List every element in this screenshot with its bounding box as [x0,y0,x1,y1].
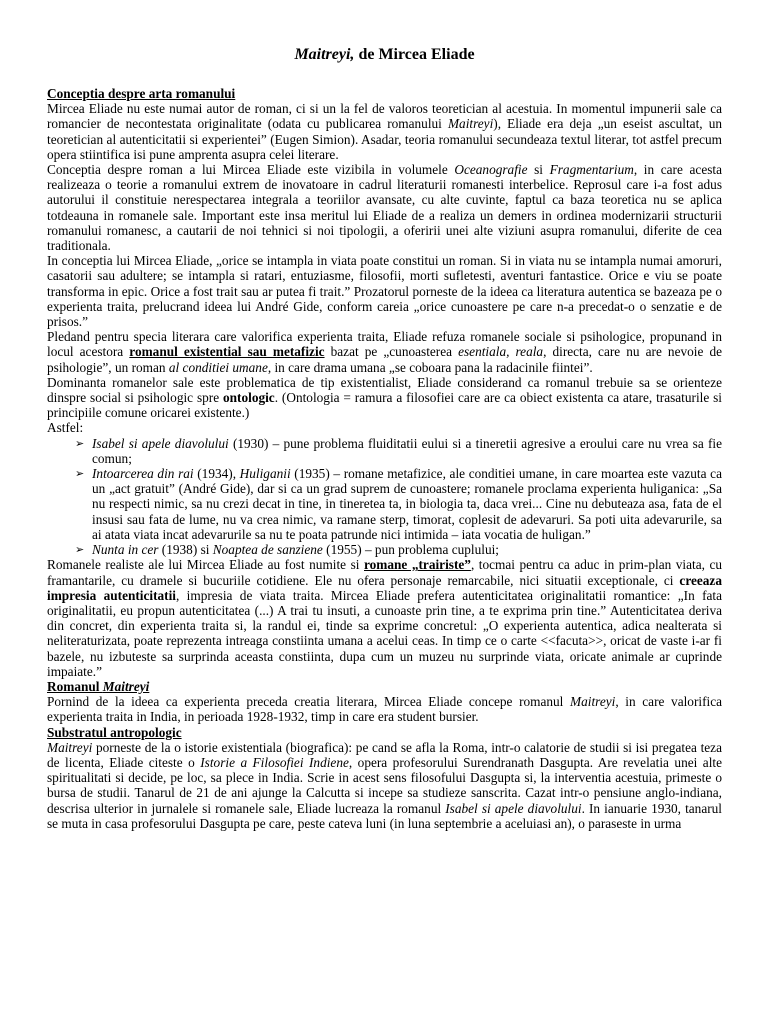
text-run-italic: Maitreyi [570,694,616,710]
list-item [75,436,722,466]
heading-run: Romanul [47,678,103,694]
text-run: Romanele realiste ale lui Mircea Eliade au fost numite si [47,557,364,573]
paragraph [47,375,722,421]
section-heading-romanul [47,679,722,694]
text-run-italic: Nunta in cer [92,542,159,558]
text-run: ), Eliade era deja „un eseist ascultat, un teoretician al autenticitatii si experientei” (Eugen Simion). Asadar, teoria romanului secundeaza textul literar, tot astfel precum opera stiintifica isi pune amprenta asupra celei literare. [47,116,722,162]
text-run: Pornind de la ideea ca experienta preceda creatia literara, Mircea Eliade concepe romanul [47,694,571,710]
text-run: (1934), [193,466,240,482]
text-run-italic: Isabel si apele diavolului [445,800,582,816]
text-run-bold: creeaza impresia autenticitatii [47,572,722,603]
heading-run-italic: Maitreyi [102,678,150,694]
text-run: , in care valorifica experienta traita in India, in perioada 1928-1932, timp in care era student bursier. [47,694,722,725]
text-run-bold-underline: romanul existential sau metafizic [129,344,325,360]
text-run: (1930) – pune problema fluiditatii eului si a tineretii agresive a eroului care nu vrea sa fie comun; [92,435,722,466]
paragraph: In conceptia lui Mircea Eliade, „orice se intampla in viata poate constitui un roman. Si in viata nu se intampla numai amoruri, casatorii sau adultere; se intampla si ratari, entuziasme, filosofii, morti sufletesti, aventuri fantastice. Orice e viu se poate transforma in epic. Orice a fost trait sau ar putea fi trait.” Prozatorul porneste de la ideea ca literatura autentica se bazeaza pe o experienta traita, prelucrand ideea lui André Gide, conform careia „orice cunoastere pe care n-a precedat-o o senzatie e de prisos.” [47,253,722,330]
text-run: Dominanta romanelor sale este problematica de tip existentialist, Eliade considerand ca romanul trebuie sa se orienteze dinspre social si psihologic spre [47,374,722,406]
text-run: si [527,162,550,178]
text-run-italic: Huliganii [239,466,291,482]
list-item [75,542,722,557]
text-run-italic: Noaptea de sanziene [212,542,323,558]
text-run: (1935) – romane metafizice, ale conditiei umane, in care moartea este vazuta ca un „act gratuit” (André Gide), dar si ca un grad suprem de cunoastere; romanele proclama experienta huliganica: „Sa nu respecti nimic, sa nu crezi decat in tine, in tineretea ta, in biologia ta, daca vrei... Cine nu debuteaza asa, fata de el insusi sau fata de lume, nu va crea nimic, va ramane sterp, timorat, coplesit de adevaruri. Sa poti uita adevarurile, sa ai atata viata incat adevarurile sa nu te poata patrunde nici intimida – iata vocatia de huligan.” [92,466,722,542]
text-run-italic: Oceanografie [454,162,528,178]
section-heading-substratul: Substratul antropologic [47,724,182,740]
title-work: Maitreyi, [294,46,355,63]
paragraph [47,557,722,679]
bullet-list [47,436,722,558]
text-run: , tocmai pentru ca aduc in prim-plan viata, cu framantarile, cu dramele si bucuriile cotidiene. Ele nu ofera personaje remarcabile, nici situatii exceptionale, ci [47,557,723,588]
text-run-italic: Maitreyi [47,739,93,755]
text-run: Pledand pentru specia literara care valorifica experienta traita, Eliade refuza romanele sociale si psihologice, propunand in locul acestora [47,329,722,360]
text-run: Conceptia despre roman a lui Mircea Eliade este vizibila in volumele [47,162,455,178]
text-run: Mircea Eliade nu este numai autor de roman, ci si un la fel de valoros teoretician al acestuia. In momentul impunerii sale ca romancier de necontestata originalitate (odata cu publicarea romanului [47,101,722,132]
paragraph [47,162,722,253]
text-run-italic: esentiala, reala [458,344,544,360]
text-run-italic: Isabel si apele diavolului [92,435,229,451]
text-run-bold: ontologic [223,390,275,406]
paragraph [47,694,722,724]
text-run: bazat pe „cunoasterea [324,344,459,360]
text-run: (1955) – pun problema cuplului; [322,542,499,558]
paragraph [47,740,722,831]
text-run: , in care drama umana „se coboara pana la radacinile fiintei”. [267,359,593,375]
list-item [75,466,722,542]
section-heading-conceptia: Conceptia despre arta romanului [47,86,236,101]
text-run: (1938) si [158,542,213,558]
text-run-italic: al conditiei umane [168,359,268,375]
text-run-italic: Fragmentarium [549,162,634,178]
arrow-bullet-icon: ➢ [75,467,85,481]
astfel-label: Astfel: [47,420,84,436]
text-run: , in care acesta realizeaza o teorie a romanului extrem de inovatoare in cadrul literaturii romanesti interbelice. Reprosul care i-a fost adus autorului il constituie nerespectarea integrala a teoriilor avansate, cu alte cuvinte, faptul ca baza teoretica nu se aplica totdeauna in romanele sale. Important este insa meritul lui Eliade de a realiza un demers in ordinea modernizarii structurii romanului romanesc, a cautarii de noi tehnici si noi tipologii, a oferirii unei alte viziuni asupra romanului, diferite de cea traditionala. [47,162,722,254]
paragraph [47,329,722,375]
text-run: . In ianuarie 1930, tanarul se muta in casa profesorului Dasgupta pe care, peste cateva luni (in luna septembrie a aceluiasi an), o paraseste in urma [47,800,722,831]
text-run: . (Ontologia = ramura a filosofiei care are ca obiect existenta ca atare, trasaturile si principiile comune oricarei existente.) [47,390,722,421]
paragraph [47,101,722,162]
arrow-bullet-icon: ➢ [75,543,85,557]
title-rest: de Mircea Eliade [354,46,475,63]
text-run: , directa, care nu are nevoie de psihologie”, un roman [47,344,722,375]
page-title [47,46,722,64]
text-run: , impresia de viata traita. Mircea Eliade prefera autenticitatea originalitatii romantice: „In fata originalitatii, eu propun autenticitatea (...) A trai tu insuti, a cunoaste prin tine, a te exprima prin tine.” Autenticitatea deriva din concret, din experienta traita si, la randul ei, tinde sa exprime concretul: „O experienta autentica, adica nealterata si neliteraturizata, poate reprezenta intreaga constiinta umana a acelui ceas. In timp ce o carte <<facuta>>, oricat de vaste i-ar fi bazele, nu izbuteste sa surprinda aceasta constiinta, dupa cum un muzeu nu surprinde viata, oricate animale ar cuprinde impaiate.” [47,587,722,679]
text-run-italic: Istorie a Filosofiei Indiene [200,754,349,770]
text-run-italic: Maitreyi [447,116,494,132]
text-run-italic: Intoarcerea din rai [92,466,194,482]
text-run: porneste de la o istorie existentiala (biografica): pe cand se afla la Roma, intr-o calatorie de studii si isi pregatea teza de licenta, Eliade citeste o [47,739,722,770]
arrow-bullet-icon: ➢ [75,436,85,450]
text-run: , opera profesorului Surendranath Dasgupta. Are revelatia unei alte spiritualitati si decide, pe loc, sa plece in India. Scrie in acest sens filosofului Dasgupta si, la interventia acestuia, primeste o bursa de studii. Tanarul de 21 de ani ajunge la Calcutta si incepe sa studieze sanscrita. Cazat intr-o pensiune anglo-indiana, descrisa ulterior in jurnalele si romanele sale, Eliade lucreaza la romanul [47,754,722,816]
text-run-bold-underline: romane „trairiste” [364,557,471,573]
